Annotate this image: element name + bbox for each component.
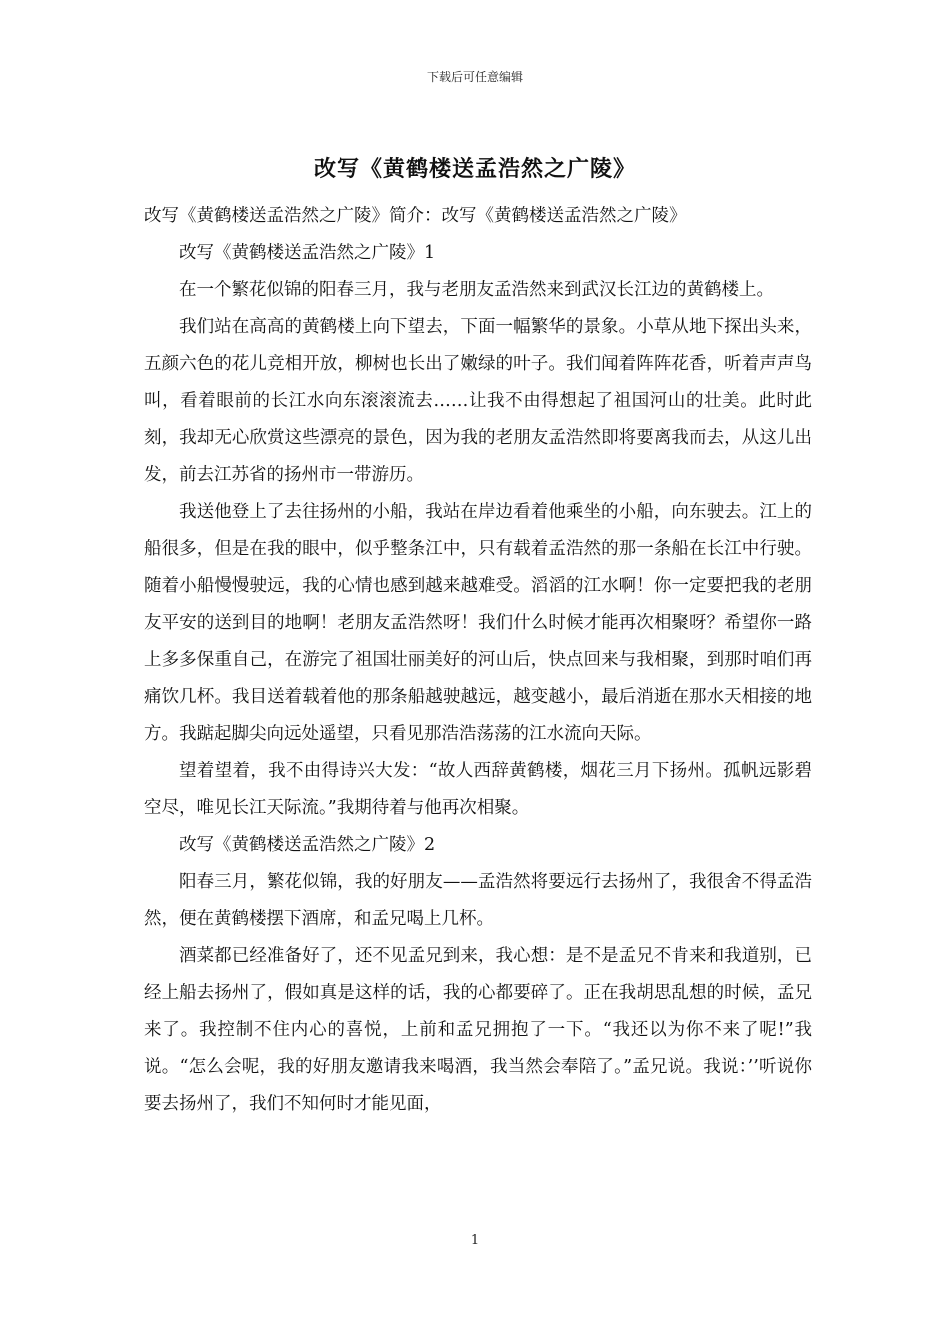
- document-body: [144, 198, 812, 1123]
- summary-line: 改写《黄鹤楼送孟浩然之广陵》简介：改写《黄鹤楼送孟浩然之广陵》: [144, 206, 687, 226]
- body-paragraph: 阳春三月，繁花似锦，我的好朋友——孟浩然将要远行去扬州了，我很舍不得孟浩然，便在黄鹤楼摆下酒席，和孟兄喝上几杯。: [144, 872, 812, 929]
- body-paragraph: 我们站在高高的黄鹤楼上向下望去，下面一幅繁华的景象。小草从地下探出头来，五颜六色的花儿竞相开放，柳树也长出了嫩绿的叶子。我们闻着阵阵花香，听着声声鸟叫，看着眼前的长江水向东滚滚流去……让我不由得想起了祖国河山的壮美。此时此刻，我却无心欣赏这些漂亮的景色，因为我的老朋友孟浩然即将要离我而去，从这儿出发，前去江苏省的扬州市一带游历。: [144, 317, 812, 485]
- header-note: 下载后可任意编辑: [426, 70, 523, 84]
- body-paragraph: 酒菜都已经准备好了，还不见孟兄到来，我心想：是不是孟兄不肯来和我道别，已经上船去扬州了，假如真是这样的话，我的心都要碎了。正在我胡思乱想的时候，孟兄来了。我控制不住内心的喜悦，上前和孟兄拥抱了一下。“我还以为你不来了呢!”我说。“怎么会呢，我的好朋友邀请我来喝酒，我当然会奉陪了。”孟兄说。我说：’’听说你要去扬州了，我们不知何时才能见面，: [144, 946, 812, 1114]
- body-paragraph: 我送他登上了去往扬州的小船，我站在岸边看着他乘坐的小船，向东驶去。江上的船很多，但是在我的眼中，似乎整条江中，只有载着孟浩然的那一条船在长江中行驶。随着小船慢慢驶远，我的心情也感到越来越难受。滔滔的江水啊！你一定要把我的老朋友平安的送到目的地啊！老朋友孟浩然呀！我们什么时候才能再次相聚呀？希望你一路上多多保重自己，在游完了祖国壮丽美好的河山后，快点回来与我相聚，到那时咱们再痛饮几杯。我目送着载着他的那条船越驶越远，越变越小，最后消逝在那水天相接的地方。我踮起脚尖向远处遥望，只看见那浩浩荡荡的江水流向天际。: [144, 502, 812, 744]
- section-heading-1: 改写《黄鹤楼送孟浩然之广陵》1: [179, 243, 436, 263]
- page-number: 1: [470, 1233, 480, 1248]
- body-paragraph: 望着望着，我不由得诗兴大发：“故人西辞黄鹤楼，烟花三月下扬州。孤帆远影碧空尽，唯见长江天际流。”我期待着与他再次相聚。: [144, 761, 812, 818]
- section-heading-2: 改写《黄鹤楼送孟浩然之广陵》2: [179, 835, 436, 855]
- body-paragraph: 在一个繁花似锦的阳春三月，我与老朋友孟浩然来到武汉长江边的黄鹤楼上。: [179, 280, 774, 300]
- document-title: 改写《黄鹤楼送孟浩然之广陵》: [313, 156, 636, 182]
